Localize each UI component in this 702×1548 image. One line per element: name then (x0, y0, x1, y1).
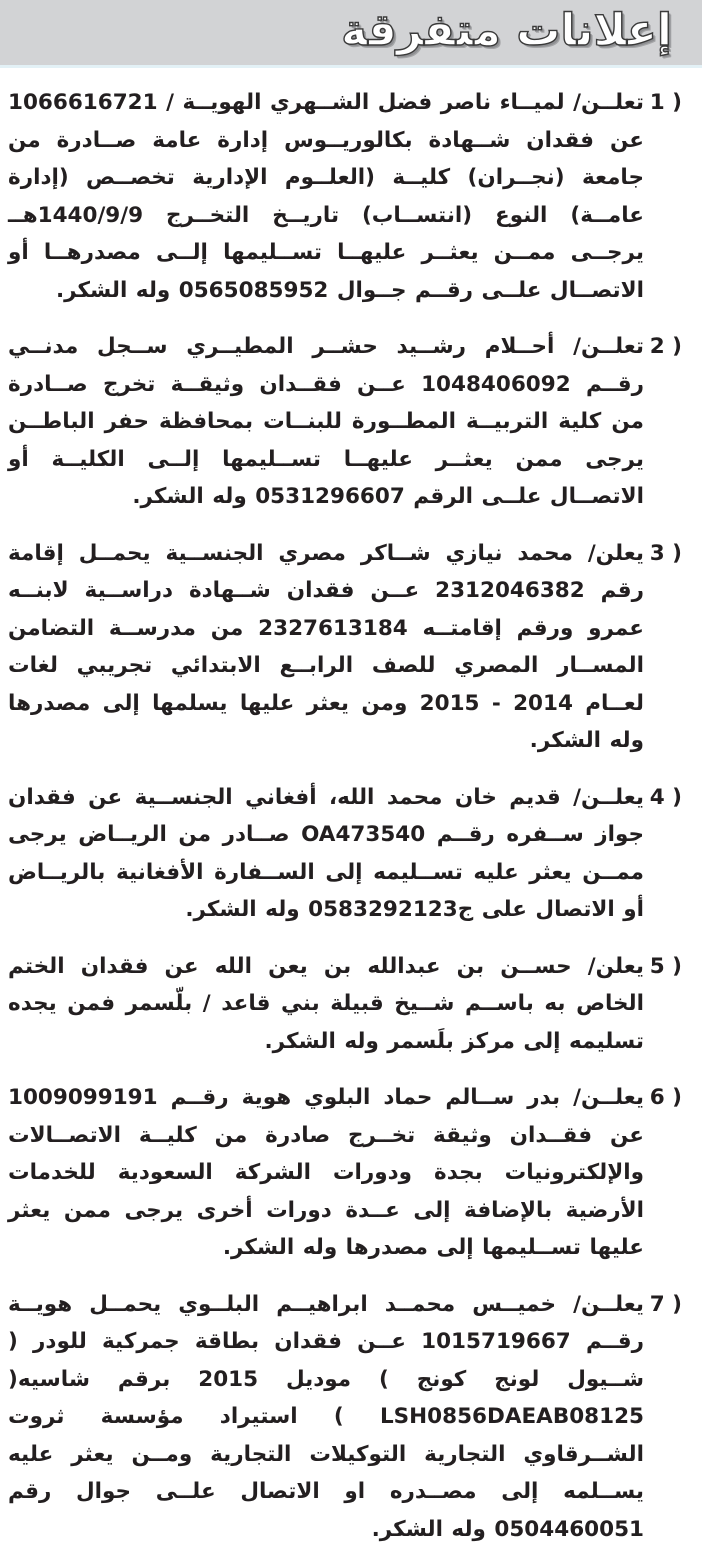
ad-number: 3 ) (644, 535, 682, 573)
ad-number: 7 ) (644, 1286, 682, 1324)
classified-ad (8, 779, 682, 929)
ad-text: يعلن/ محمد نيازي شــاكر مصري الجنســية يحمــل إقامة رقم 2312046382 عــن فقدان شــهادة دراســية لابنــه عمرو ورقم إقامتــه 2327613184 من مدرســة التضامن المســار المصري للصف الرابــع الابتدائي تجريبي لغات لعــام 2014 - 2015 ومن يعثر عليها يسلمها إلى مصدرها وله الشكر. (8, 535, 644, 760)
ad-number: 4 ) (644, 779, 682, 817)
ad-number: 5 ) (644, 948, 682, 986)
ad-text: تعلــن/ أحــلام رشــيد حشــر المطيــري ســجل مدنــي رقــم 1048406092 عــن فقــدان وثيقــة تخرج صــادرة من كلية التربيــة المطــورة للبنــات بمحافظة حفر الباطــن يرجى ممن يعثــر عليهــا تســليمها إلــى الكليــة أو الاتصــال علــى الرقم 0531296607 وله الشكر. (8, 328, 644, 516)
classified-ads-list (0, 68, 702, 1548)
classified-ad (8, 535, 682, 760)
section-title: إعلانات متفرقة (341, 9, 672, 53)
section-header (0, 0, 702, 68)
classified-ad (8, 84, 682, 309)
classified-ad (8, 328, 682, 516)
ad-text: يعلن/ حســن بن عبدالله بن يعن الله عن فقدان الختم الخاص به باســم شــيخ قبيلة بني قاعد / بلّسمر فمن يجده تسليمه إلى مركز بلَسمر وله الشكر. (8, 948, 644, 1061)
ad-number: 1 ) (644, 84, 682, 122)
ad-text: يعلــن/ خميــس محمــد ابراهيــم البلــوي يحمــل هويــة رقــم 1015719667 عــن فقدان بطاقة جمركية للودر ( شــيول لونج كونج ) موديل 2015 برقم شاسيه( LSH0856DAEAB08125 ) استيراد مؤسسة ثروت الشــرقاوي التجارية التوكيلات التجارية ومــن يعثر عليه يســلمه إلى مصــدره او الاتصال علــى جوال رقم 0504460051 وله الشكر. (8, 1286, 644, 1548)
classified-ad (8, 1286, 682, 1548)
ad-number: 2 ) (644, 328, 682, 366)
ad-text: يعلــن/ قديم خان محمد الله، أفغاني الجنســية عن فقدان جواز ســفره رقــم OA473540 صــادر من الريــاض يرجى ممــن يعثر عليه تســليمه إلى الســفارة الأفغانية بالريــاض أو الاتصال على ج0583292123 وله الشكر. (8, 779, 644, 929)
classified-ad (8, 1079, 682, 1267)
ad-text: يعلــن/ بدر ســالم حماد البلوي هوية رقــم 1009099191 عن فقــدان وثيقة تخــرج صادرة من كليــة الاتصــالات والإلكترونيات بجدة ودورات الشركة السعودية للخدمات الأرضية بالإضافة إلى عــدة دورات أخرى يرجى ممن يعثر عليها تســليمها إلى مصدرها وله الشكر. (8, 1079, 644, 1267)
classified-ad (8, 948, 682, 1061)
ad-text: تعلــن/ لميــاء ناصر فضل الشــهري الهويــة / 1066616721 عن فقدان شــهادة بكالوريــوس إدارة عامة صــادرة من جامعة (نجــران) كليــة (العلــوم الإدارية تخصــص (إدارة عامــة) النوع (انتســاب) تاريــخ التخــرج 1440/9/9هــ يرجــى ممــن يعثــر عليهــا تســليمها إلــى مصدرهــا أو الاتصــال علــى رقــم جــوال 0565085952 وله الشكر. (8, 84, 644, 309)
ad-number: 6 ) (644, 1079, 682, 1117)
